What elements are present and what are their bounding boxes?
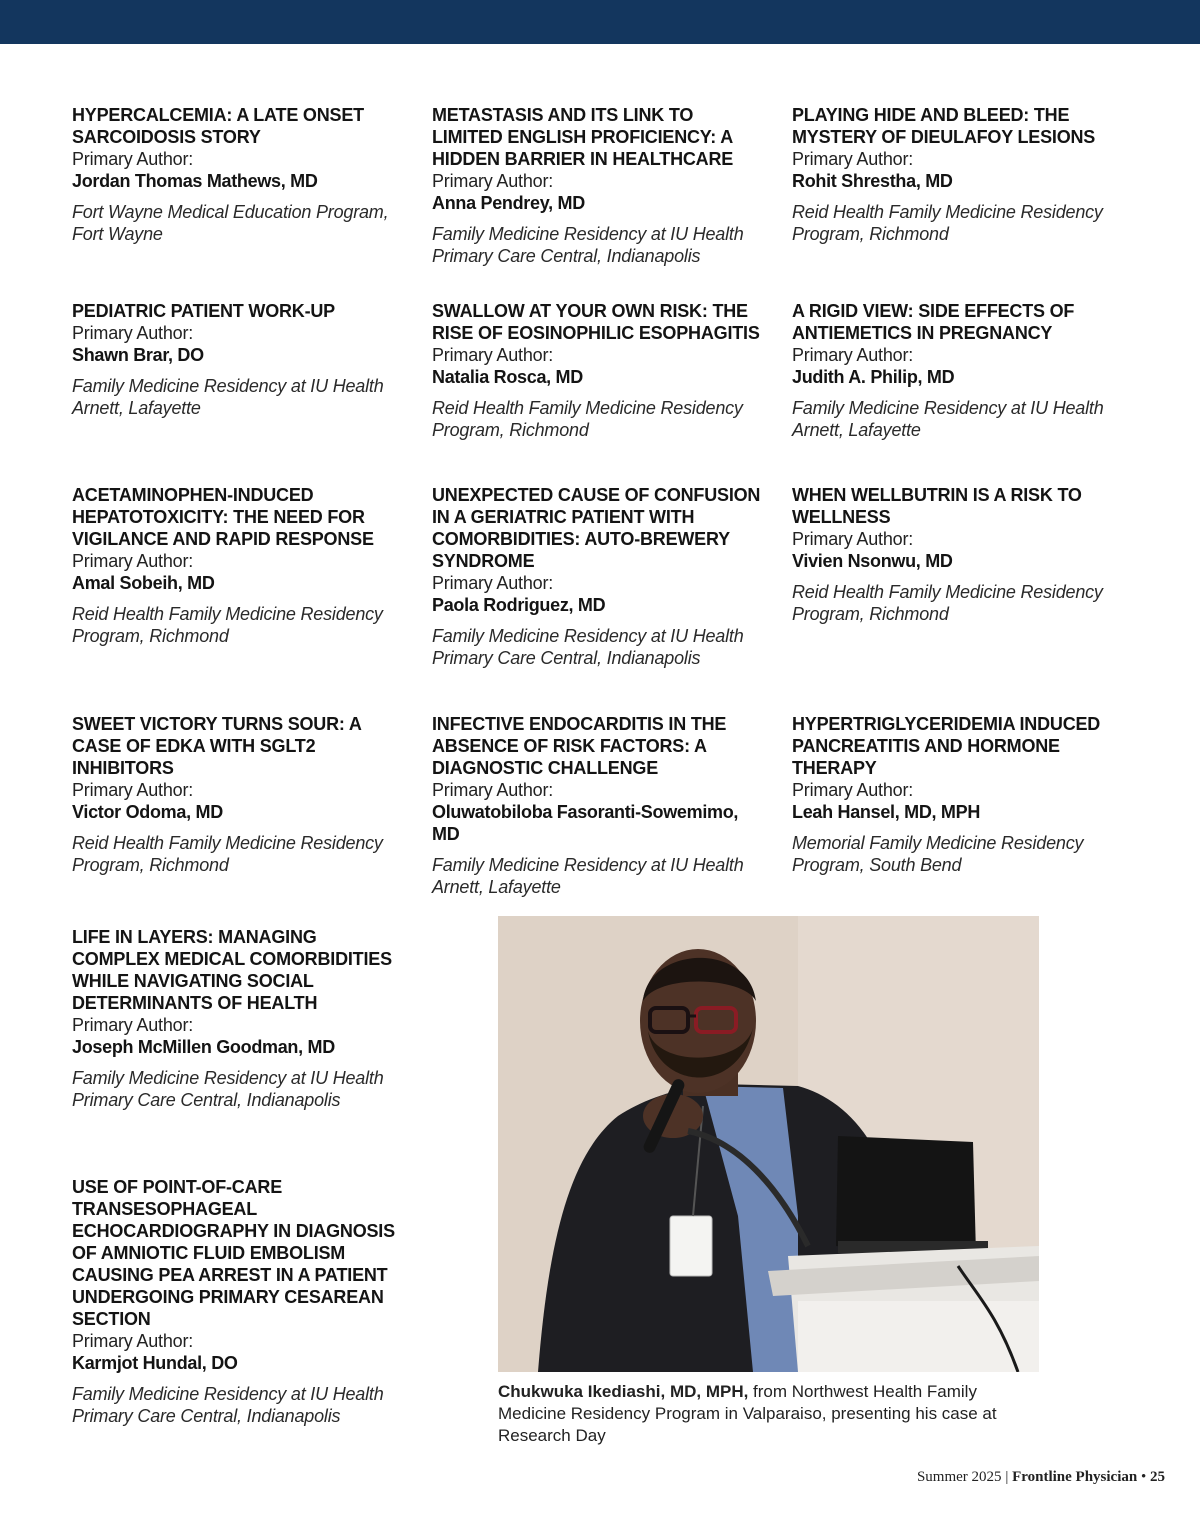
affiliation: Reid Health Family Medicine Residency Program, Richmond [72, 604, 383, 646]
issue-date: Summer 2025 [916, 1469, 1002, 1485]
abstract-title: UNEXPECTED CAUSE OF CONFUSION IN A GERIATRIC PATIENT WITH COMORBIDITIES: AUTO-BREWERY SYNDROME [432, 485, 761, 571]
photo-caption [498, 1381, 1043, 1447]
primary-author-label: Primary Author: [72, 1331, 194, 1351]
abstract-title: HYPERTRIGLYCERIDEMIA INDUCED PANCREATITIS AND HORMONE THERAPY [792, 714, 1101, 778]
primary-author-label: Primary Author: [72, 149, 194, 169]
affiliation: Family Medicine Residency at IU Health Primary Care Central, Indianapolis [72, 1384, 384, 1426]
abstract-entry [432, 484, 767, 669]
page-number: 25 [1150, 1469, 1165, 1485]
abstract-title: WHEN WELLBUTRIN IS A RISK TO WELLNESS [792, 485, 1082, 527]
abstract-entry [72, 926, 407, 1111]
header-band [0, 0, 1200, 44]
author-name: Anna Pendrey, MD [432, 193, 585, 213]
abstract-entry [792, 713, 1127, 876]
primary-author-label: Primary Author: [792, 780, 914, 800]
author-name: Shawn Brar, DO [72, 345, 204, 365]
abstract-entry [792, 104, 1127, 245]
abstract-entry [72, 713, 407, 876]
affiliation: Reid Health Family Medicine Residency Program, Richmond [792, 582, 1103, 624]
affiliation: Memorial Family Medicine Residency Program, South Bend [792, 833, 1084, 875]
primary-author-label: Primary Author: [432, 345, 554, 365]
primary-author-label: Primary Author: [792, 149, 914, 169]
primary-author-label: Primary Author: [432, 780, 554, 800]
author-name: Natalia Rosca, MD [432, 367, 583, 387]
author-name: Paola Rodriguez, MD [432, 595, 606, 615]
author-name: Amal Sobeih, MD [72, 573, 215, 593]
abstract-entry [792, 300, 1127, 441]
abstract-entry [432, 104, 767, 267]
author-name: Jordan Thomas Mathews, MD [72, 171, 318, 191]
author-name: Vivien Nsonwu, MD [792, 551, 953, 571]
author-name: Leah Hansel, MD, MPH [792, 802, 981, 822]
primary-author-label: Primary Author: [72, 780, 194, 800]
author-name: Rohit Shrestha, MD [792, 171, 953, 191]
affiliation: Family Medicine Residency at IU Health Arnett, Lafayette [432, 855, 744, 897]
abstract-title: PLAYING HIDE AND BLEED: THE MYSTERY OF DIEULAFOY LESIONS [792, 105, 1096, 147]
abstract-entry [792, 484, 1127, 625]
primary-author-label: Primary Author: [72, 1015, 194, 1035]
primary-author-label: Primary Author: [792, 529, 914, 549]
author-name: Judith A. Philip, MD [792, 367, 955, 387]
abstract-title: PEDIATRIC PATIENT WORK-UP [72, 301, 335, 321]
abstract-title: INFECTIVE ENDOCARDITIS IN THE ABSENCE OF RISK FACTORS: A DIAGNOSTIC CHALLENGE [432, 714, 727, 778]
author-name: Joseph McMillen Goodman, MD [72, 1037, 335, 1057]
abstract-entry [72, 104, 407, 245]
footer-bullet: • [1140, 1469, 1147, 1485]
abstract-entry [72, 1176, 407, 1427]
abstract-title: SWALLOW AT YOUR OWN RISK: THE RISE OF EOSINOPHILIC ESOPHAGITIS [432, 301, 760, 343]
abstract-entry [432, 713, 767, 898]
affiliation: Family Medicine Residency at IU Health Primary Care Central, Indianapolis [432, 224, 744, 266]
affiliation: Reid Health Family Medicine Residency Program, Richmond [792, 202, 1103, 244]
abstract-entry [72, 484, 407, 647]
author-name: Victor Odoma, MD [72, 802, 223, 822]
caption-name: Chukwuka Ikediashi, MD, MPH, [498, 1382, 749, 1401]
page-footer [917, 1469, 1165, 1486]
abstract-title: METASTASIS AND ITS LINK TO LIMITED ENGLISH PROFICIENCY: A HIDDEN BARRIER IN HEALTHCARE [432, 105, 734, 169]
abstract-title: LIFE IN LAYERS: MANAGING COMPLEX MEDICAL COMORBIDITIES WHILE NAVIGATING SOCIAL DETERMINANTS OF HEALTH [72, 927, 392, 1013]
affiliation: Family Medicine Residency at IU Health Arnett, Lafayette [72, 376, 384, 418]
abstract-title: SWEET VICTORY TURNS SOUR: A CASE OF EDKA WITH SGLT2 INHIBITORS [72, 714, 361, 778]
abstract-entry [72, 300, 407, 419]
abstract-title: USE OF POINT-OF-CARE TRANSESOPHAGEAL ECHOCARDIOGRAPHY IN DIAGNOSIS OF AMNIOTIC FLUID EMBOLISM CAUSING PEA ARREST IN A PATIENT UNDERGOING PRIMARY CESAREAN SECTION [72, 1177, 395, 1329]
affiliation: Family Medicine Residency at IU Health Primary Care Central, Indianapolis [432, 626, 744, 668]
primary-author-label: Primary Author: [432, 573, 554, 593]
author-name: Karmjot Hundal, DO [72, 1353, 238, 1373]
abstract-title: ACETAMINOPHEN-INDUCED HEPATOTOXICITY: THE NEED FOR VIGILANCE AND RAPID RESPONSE [72, 485, 374, 549]
author-name: Oluwatobiloba Fasoranti-Sowemimo, MD [432, 802, 739, 844]
magazine-title: Frontline Physician [1012, 1469, 1138, 1485]
affiliation: Reid Health Family Medicine Residency Program, Richmond [72, 833, 383, 875]
primary-author-label: Primary Author: [432, 171, 554, 191]
primary-author-label: Primary Author: [72, 551, 194, 571]
caption-text: from Northwest Health Family Medicine Residency Program in Valparaiso, presenting his case at Research Day [498, 1382, 997, 1445]
affiliation: Fort Wayne Medical Education Program, Fort Wayne [72, 202, 389, 244]
presenter-photo [498, 916, 1039, 1372]
affiliation: Family Medicine Residency at IU Health Primary Care Central, Indianapolis [72, 1068, 384, 1110]
primary-author-label: Primary Author: [792, 345, 914, 365]
abstract-title: HYPERCALCEMIA: A LATE ONSET SARCOIDOSIS STORY [72, 105, 364, 147]
affiliation: Reid Health Family Medicine Residency Program, Richmond [432, 398, 743, 440]
abstract-title: A RIGID VIEW: SIDE EFFECTS OF ANTIEMETICS IN PREGNANCY [792, 301, 1075, 343]
affiliation: Family Medicine Residency at IU Health Arnett, Lafayette [792, 398, 1104, 440]
footer-separator: | [1005, 1469, 1009, 1485]
primary-author-label: Primary Author: [72, 323, 194, 343]
abstract-entry [432, 300, 767, 441]
